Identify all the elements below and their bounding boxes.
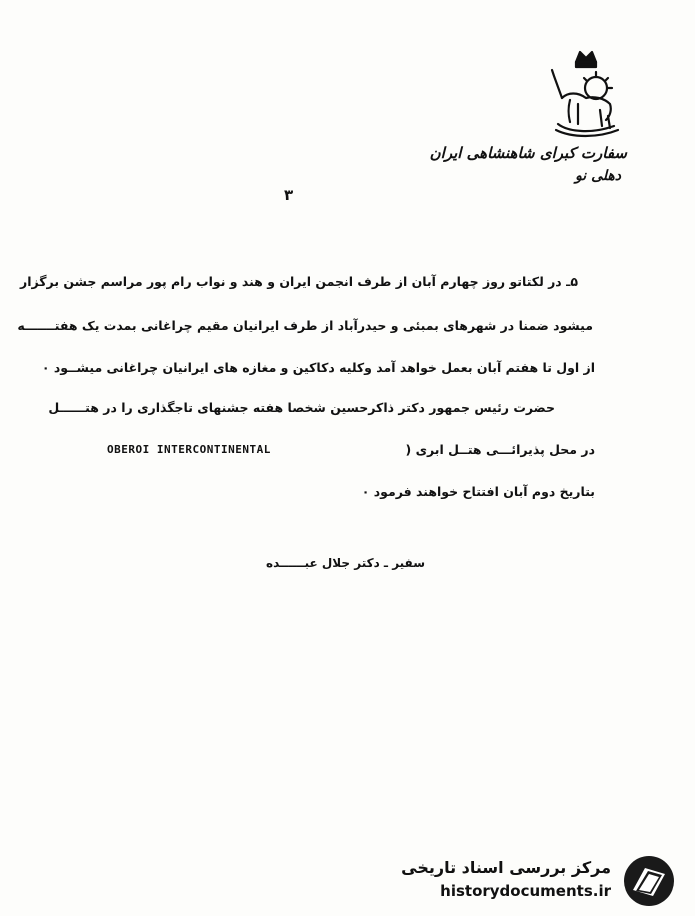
book-logo-icon xyxy=(621,854,677,908)
body-line-3: از اول تا هفتم آبان بعمل خواهد آمد وکلیه دکاکین و مغازه های ایرانیان چراغانی میشــود ۰ xyxy=(41,360,595,375)
watermark-url: historydocuments.ir xyxy=(440,882,611,900)
city-letterhead: دهلی نو xyxy=(575,168,621,184)
body-line-6: بتاریخ دوم آبان افتتاح خواهند فرمود ۰ xyxy=(361,484,595,499)
archive-watermark xyxy=(401,852,685,910)
body-line-1: ۵ـ در لکتاتو روز چهارم آبان از طرف انجمن ایران و هند و نواب رام پور مراسم جشن برگزار xyxy=(20,274,578,289)
embassy-letterhead: سفارت کبرای شاهنشاهی ایران xyxy=(429,144,627,162)
page-number: ۳ xyxy=(284,186,294,204)
lion-and-sun-emblem xyxy=(548,48,624,140)
signature-line: سفیر ـ دکتر جلال عبــــــده xyxy=(265,556,425,570)
watermark-title: مرکز بررسی اسناد تاریخی xyxy=(401,858,611,877)
body-line-2: میشود ضمنا در شهرهای بمبئی و حیدرآباد از طرف ایرانیان مقیم چراغانی بمدت یک هفتـــــــه xyxy=(17,318,593,333)
hotel-name-latin: OBEROI INTERCONTINENTAL xyxy=(107,443,271,456)
body-line-4: حضرت رئیس جمهور دکتر ذاکرحسین شخصا هفته جشنهای تاجگذاری را در هتــــــل xyxy=(48,400,555,415)
body-line-5: در محل پذیرائـــی هتــل ابری ( xyxy=(405,442,595,457)
